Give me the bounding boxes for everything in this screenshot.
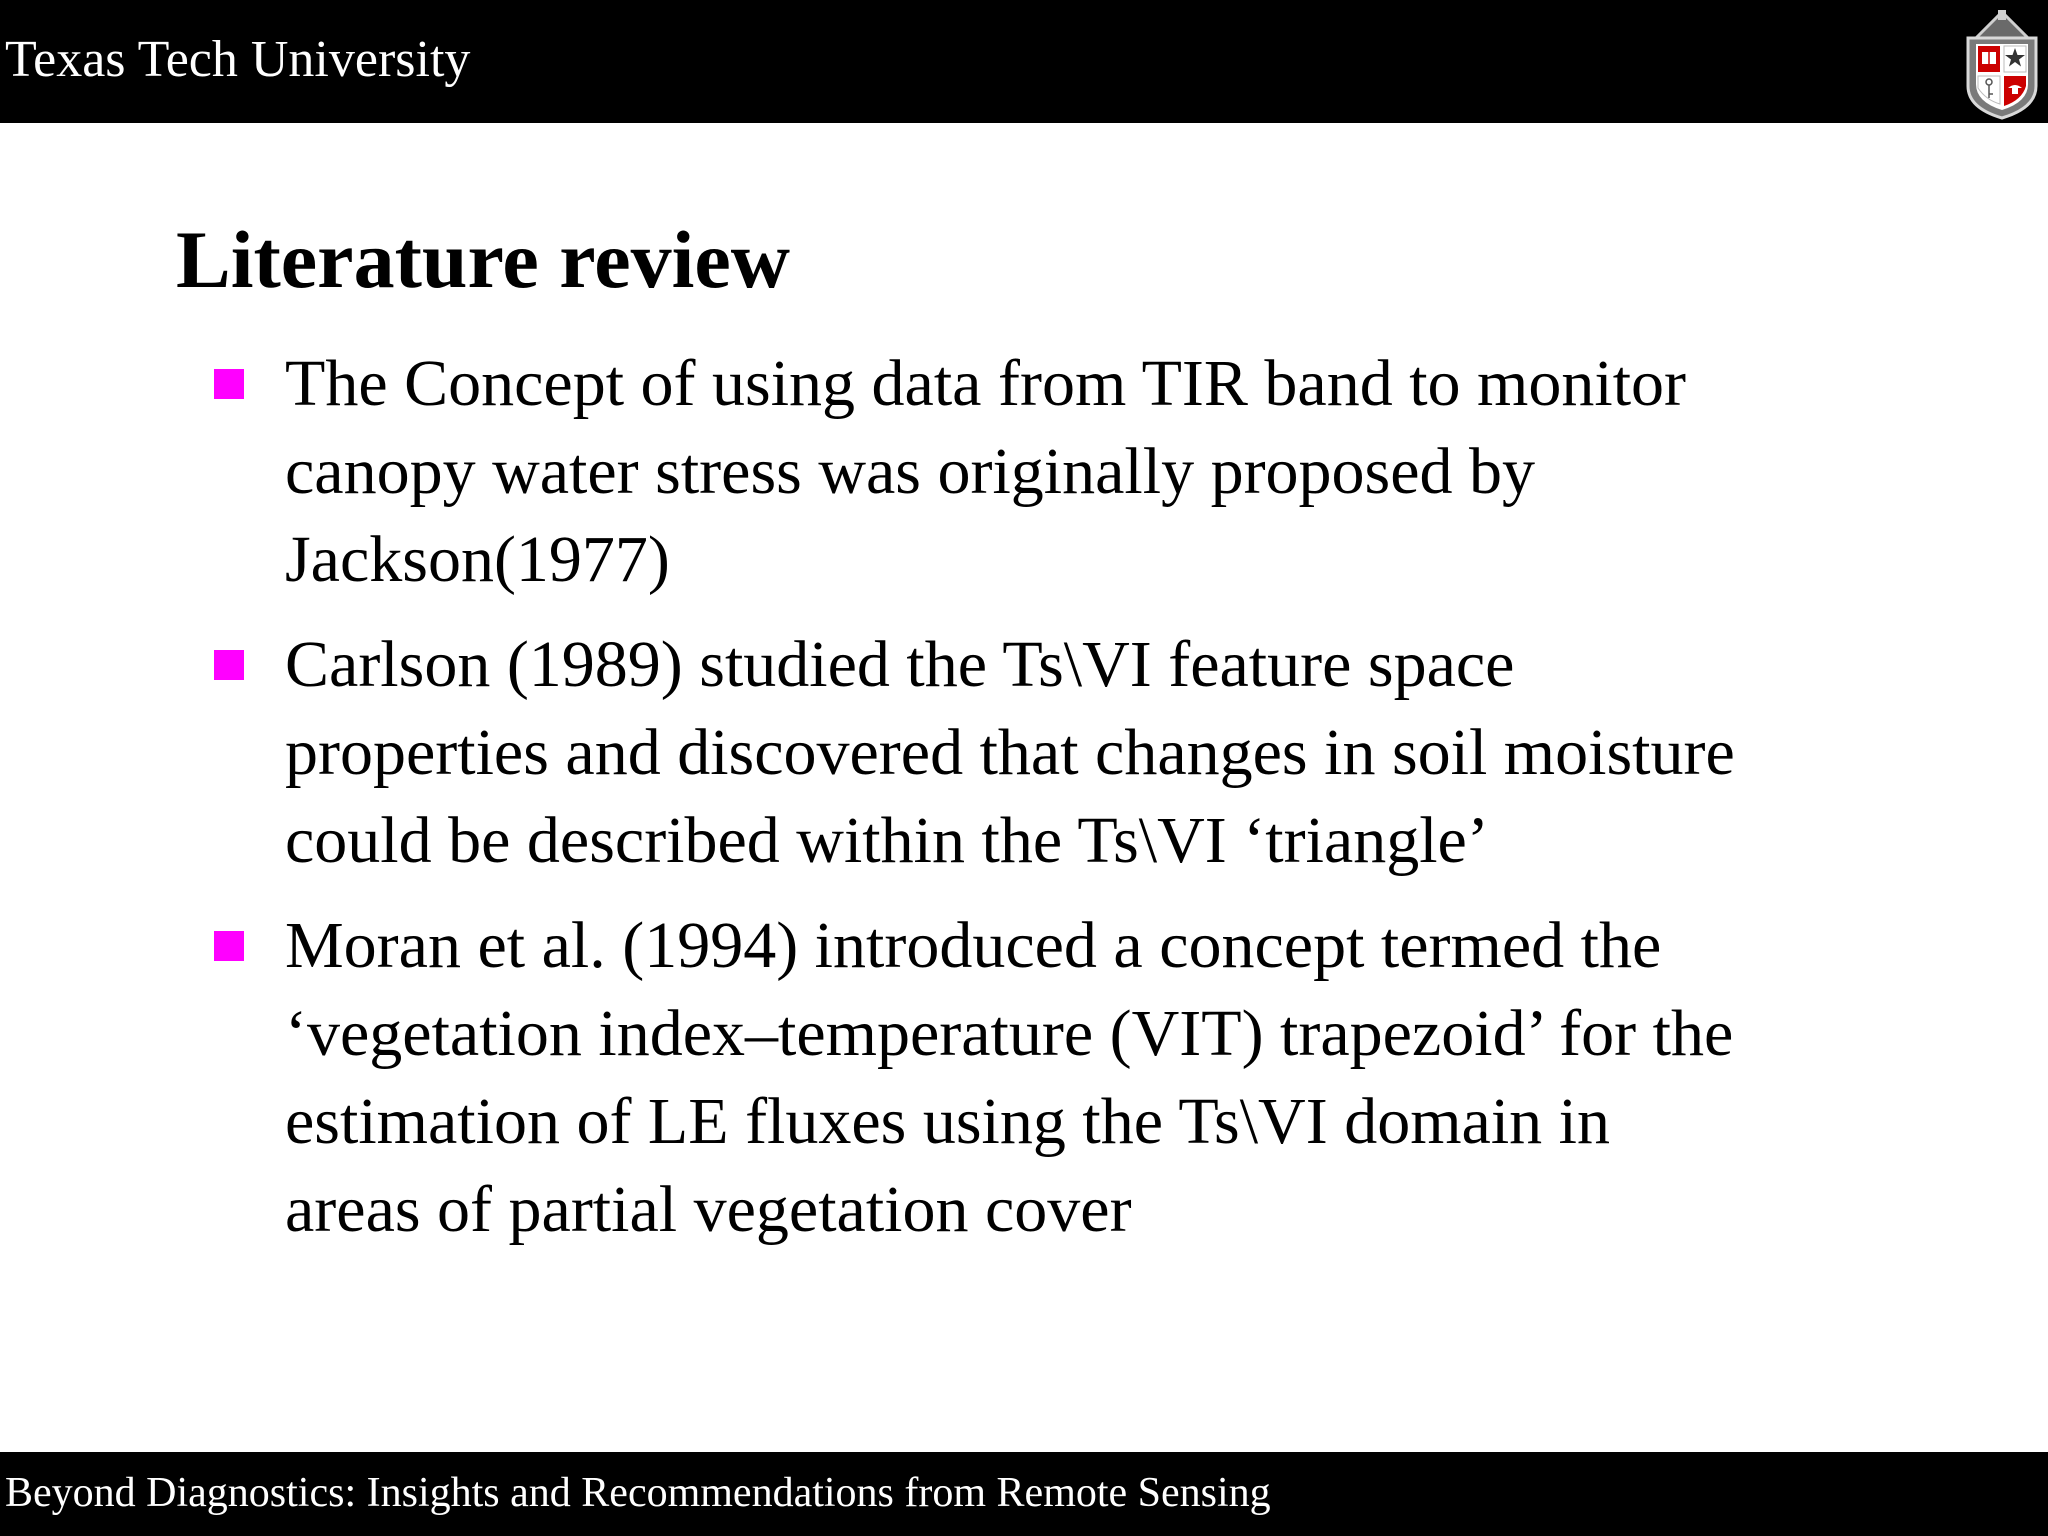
bullet-item [0, 340, 2048, 604]
bullet-list [0, 340, 2048, 1271]
footer-text: Beyond Diagnostics: Insights and Recommendations from Remote Sensing [5, 1470, 1271, 1516]
bullet-line: properties and discovered that changes in soil moisture [285, 716, 1735, 789]
bullet-line: Jackson(1977) [285, 523, 670, 596]
university-seal-icon [1962, 8, 2042, 120]
header-title: Texas Tech University [5, 31, 471, 88]
square-bullet-icon [214, 369, 244, 399]
header-bar [0, 0, 2048, 123]
bullet-line: areas of partial vegetation cover [285, 1173, 1132, 1246]
bullet-line: The Concept of using data from TIR band to monitor [285, 347, 1687, 420]
bullet-line: canopy water stress was originally proposed by [285, 435, 1536, 508]
footer-bar [0, 1452, 2048, 1536]
slide-title: Literature review [176, 214, 790, 305]
bullet-item [0, 621, 2048, 885]
bullet-line: Moran et al. (1994) introduced a concept termed the [285, 909, 1662, 982]
bullet-line: Carlson (1989) studied the Ts\VI feature space [285, 628, 1515, 701]
square-bullet-icon [214, 931, 244, 961]
bullet-line: ‘vegetation index–temperature (VIT) trapezoid’ for the [285, 997, 1734, 1070]
square-bullet-icon [214, 650, 244, 680]
bullet-line: estimation of LE fluxes using the Ts\VI domain in [285, 1085, 1610, 1158]
bullet-item [0, 902, 2048, 1254]
bullet-line: could be described within the Ts\VI ‘triangle’ [285, 804, 1489, 877]
